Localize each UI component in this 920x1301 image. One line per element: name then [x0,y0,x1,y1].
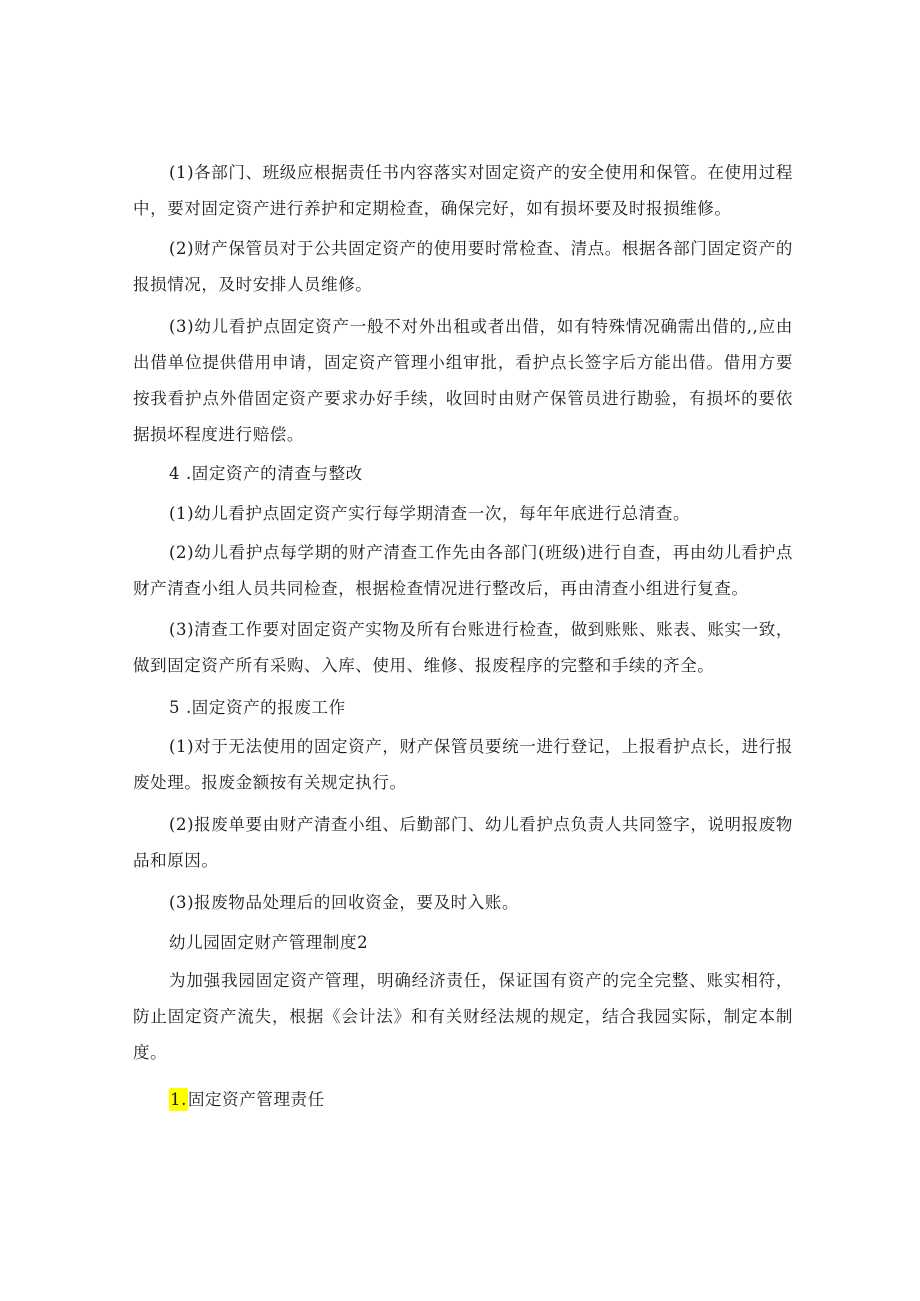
paragraph-purpose: 为加强我园固定资产管理，明确经济责任，保证国有资产的完全完整、账实相符，防止固定资产流失，根据《会计法》和有关财经法规的规定，结合我园实际，制定本制度。 [133,971,793,1062]
highlighted-number: 1. [170,1090,187,1109]
paragraph-disposal-funds: (3)报废物品处理后的回收资金，要及时入账。 [169,893,520,912]
section-heading-5: 5 .固定资产的报废工作 [169,698,346,717]
section-heading-text: 固定资产管理责任 [187,1090,325,1109]
section-heading-4: 4 .固定资产的清查与整改 [169,464,363,483]
paragraph-usage-care: (1)各部门、班级应根据责任书内容落实对固定资产的安全使用和保管。在使用过程中，要对固定资产进行养护和定期检查，确保完好，如有损坏要及时报损维修。 [133,163,793,218]
paragraph-lending-rules: (3)幼儿看护点固定资产一般不对外出租或者出借，如有特殊情况确需出借的,,应由出借单位提供借用申请，固定资产管理小组审批，看护点长签字后方能出借。借用方要按我看护点外借固定资产要求办好手续，收回时由财产保管员进行勘验，有损坏的要依据损坏程度进行赔偿。 [133,317,793,444]
paragraph-disposal-registration: (1)对于无法使用的固定资产，财产保管员要统一进行登记，上报看护点长，进行报废处理。报废金额按有关规定执行。 [133,737,793,792]
paragraph-keeper-inspection: (2)财产保管员对于公共固定资产的使用要时常检查、清点。根据各部门固定资产的报损情况，及时安排人员维修。 [133,239,793,294]
paragraph-inventory-requirements: (3)清查工作要对固定资产实物及所有台账进行检查，做到账账、账表、账实一致，做到固定资产所有采购、入库、使用、维修、报废程序的完整和手续的齐全。 [133,620,793,675]
document-subtitle: 幼儿园固定财产管理制度2 [169,933,369,952]
paragraph-disposal-signature: (2)报废单要由财产清查小组、后勤部门、幼儿看护点负责人共同签字，说明报废物品和原因。 [133,815,793,870]
paragraph-inventory-schedule: (1)幼儿看护点固定资产实行每学期清查一次，每年年底进行总清查。 [169,504,691,523]
section-heading-responsibility [133,1082,793,1118]
paragraph-inventory-process: (2)幼儿看护点每学期的财产清查工作先由各部门(班级)进行自查，再由幼儿看护点财产清查小组人员共同检查，根据检查情况进行整改后，再由清查小组进行复查。 [133,543,793,598]
